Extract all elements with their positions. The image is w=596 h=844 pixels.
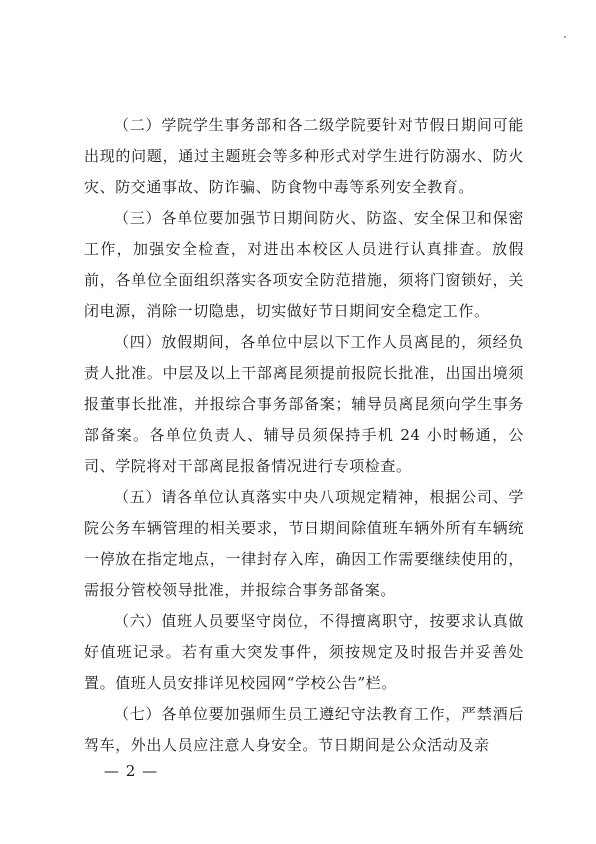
paragraph-3: （三）各单位要加强节日期间防火、防盗、安全保卫和保密工作，加强安全检查，对进出本校区人员进行认真排查。放假前，各单位全面组织落实各项安全防范措施，须将门窗锁好，关闭电源，消除一切隐患，切实做好节日期间安全稳定工作。 xyxy=(84,209,524,320)
paragraph-6: （六）值班人员要坚守岗位，不得擅离职守，按要求认真做好值班记录。若有重大突发事件，须按规定及时报告并妥善处置。值班人员安排详见校园网“学校公告”栏。 xyxy=(84,612,524,692)
paragraph-2: （二）学院学生事务部和各二级学院要针对节假日期间可能出现的问题，通过主题班会等多种形式对学生进行防溺水、防火灾、防交通事故、防诈骗、防食物中毒等系列安全教育。 xyxy=(84,116,524,196)
page-number: — 2 — xyxy=(104,762,159,780)
paragraph-4: （四）放假期间，各单位中层以下工作人员离昆的，须经负责人批准。中层及以上干部离昆须提前报院长批准，出国出境须报董事长批准，并报综合事务部备案；辅导员离昆须向学生事务部备案。各单位负责人、辅导员须保持手机 24 小时畅通，公司、学院将对干部离昆报备情况进行专项检查。 xyxy=(84,333,524,475)
document-body xyxy=(84,110,524,761)
scan-dot xyxy=(564,36,566,38)
paragraph-7: （七）各单位要加强师生员工遵纪守法教育工作，严禁酒后驾车，外出人员应注意人身安全。节日期间是公众活动及亲 xyxy=(84,705,524,754)
paragraph-5: （五）请各单位认真落实中央八项规定精神，根据公司、学院公务车辆管理的相关要求，节日期间除值班车辆外所有车辆统一停放在指定地点，一律封存入库，确因工作需要继续使用的，需报分管校领导批准，并报综合事务部备案。 xyxy=(84,488,524,599)
